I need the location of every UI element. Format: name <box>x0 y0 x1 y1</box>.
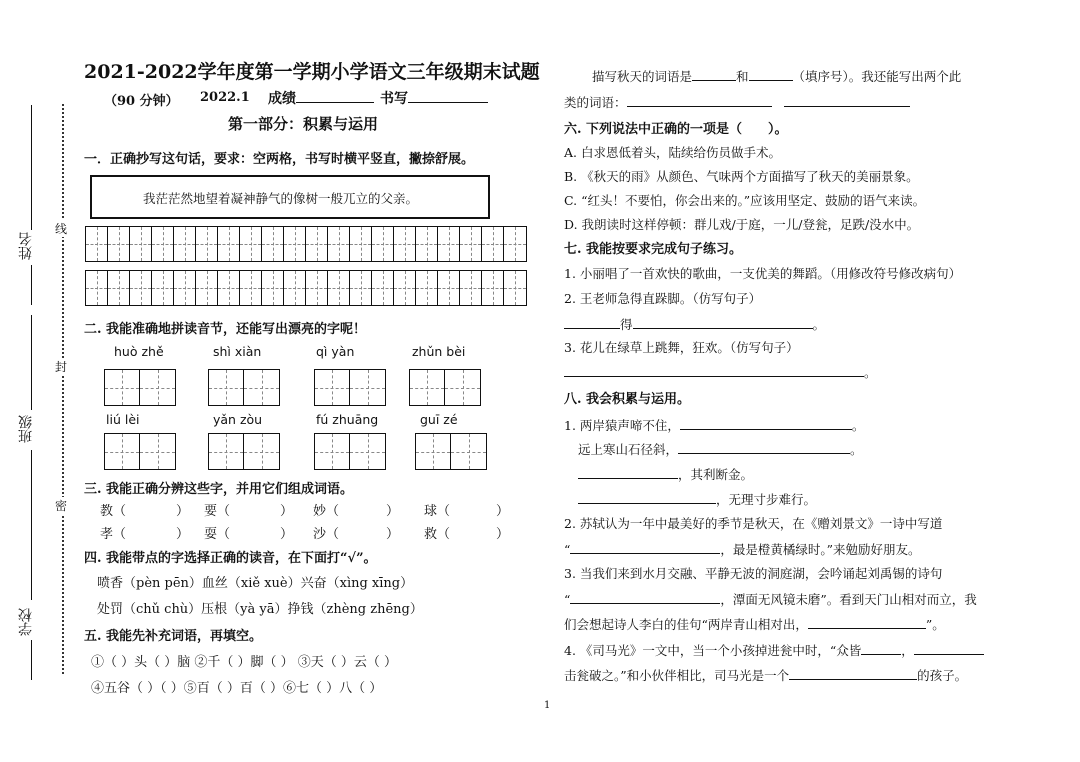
q6-option-b[interactable]: B. 《秋天的雨》从颜色、气味两个方面描写了秋天的美丽景象。 <box>564 169 919 184</box>
q4-row1: 喷香（pèn pēn）血丝（xiě xuè）兴奋（xìng xīng） <box>97 576 414 591</box>
q1-title: 一．正确抄写这句话，要求：空两格，书写时横平竖直，撇捺舒展。 <box>84 152 475 167</box>
pinyin-6: fú zhuāng <box>316 412 379 427</box>
q6-option-c[interactable]: C. “红头！不要怕，你会出来的。”应该用坚定、鼓励的语气来读。 <box>564 193 926 208</box>
writing-cell[interactable] <box>504 227 526 261</box>
q8-p2-line[interactable]: 远上寒山石径斜， 。 <box>578 439 863 458</box>
q3-row2-4: 沙（ <box>313 527 340 542</box>
pinyin-5: yǎn zòu <box>213 412 263 427</box>
school-label: 学校 <box>18 608 34 636</box>
writing-cell[interactable] <box>460 227 482 261</box>
q8-p4-line[interactable] <box>578 489 816 508</box>
q5-title: 五. 我能先补充词语，再填空。 <box>84 629 263 644</box>
q6-option-d[interactable]: D. 我朗读时这样停顿：群儿戏/于庭，一儿/登瓮，足跌/没水中。 <box>564 217 920 232</box>
writing-cell[interactable] <box>86 227 108 261</box>
q4-row2: 处罚（chǔ chù）压根（yà yā）挣钱（zhèng zhēng） <box>97 602 423 617</box>
writing-cell[interactable] <box>218 227 240 261</box>
q8-p5: 2. 苏轼认为一年中最美好的季节是秋天，在《赠刘景文》一诗中写道 <box>564 516 943 531</box>
writing-cell[interactable] <box>108 227 130 261</box>
q7-s1: 1. 小丽唱了一首欢快的歌曲，一支优美的舞蹈。（用修改符号修改病句） <box>564 266 962 281</box>
writing-cell[interactable] <box>306 271 328 305</box>
writing-cell[interactable] <box>372 227 394 261</box>
q8-p10: 4. 《司马光》一文中，当一个小孩掉进瓮中时，“众皆 <box>564 643 862 658</box>
q4-title: 四. 我能带点的字选择正确的读音，在下面打“√”。 <box>84 551 377 566</box>
q5-row1: ①（ ）头（ ）脑 ②千（ ）脚（ ） ③天（ ）云（ ） <box>91 655 398 670</box>
writing-cell[interactable] <box>394 227 416 261</box>
writing-cell[interactable] <box>438 271 460 305</box>
q8-p9-line[interactable]: 们会想起诗人李白的佳句“两岸青山相对出， ”。 <box>564 614 945 633</box>
writing-cell[interactable] <box>108 271 130 305</box>
q7-s3-answer[interactable]: 。 <box>564 362 877 381</box>
writing-cell[interactable] <box>196 227 218 261</box>
q2-title: 二. 我能准确地拼读音节，还能写出漂亮的字呢！ <box>84 322 367 337</box>
pinyin-box-7[interactable] <box>415 433 487 470</box>
writing-cell[interactable] <box>240 227 262 261</box>
exam-date: 2022.1 <box>200 90 250 105</box>
q7-s2: 2. 王老师急得直跺脚。（仿写句子） <box>564 291 762 306</box>
q8-p3-line[interactable] <box>578 464 753 483</box>
writing-cell[interactable] <box>350 271 372 305</box>
pinyin-box-1[interactable] <box>208 369 280 406</box>
q3-row2-1: ） <box>176 527 190 542</box>
writing-cell[interactable] <box>504 271 526 305</box>
writing-cell[interactable] <box>416 227 438 261</box>
q3-row1-4: 妙（ <box>313 504 340 519</box>
q8-p4: ，无理寸步难行。 <box>716 492 817 507</box>
cont-line2 <box>564 92 910 111</box>
pinyin-3: zhǔn bèi <box>412 344 466 359</box>
q3-row1-2: 要（ <box>204 504 231 519</box>
q3-title: 三. 我能正确分辨这些字，并用它们组成词语。 <box>84 482 354 497</box>
cont-line1 <box>592 66 961 85</box>
writing-grid-row-1[interactable] <box>85 226 527 262</box>
pinyin-box-0[interactable] <box>104 369 176 406</box>
q3-row1-7: ） <box>496 504 510 519</box>
q8-p8: ，潭面无风镜未磨”。看到天门山相对而立，我 <box>720 592 977 607</box>
writing-cell[interactable] <box>394 271 416 305</box>
q5-row2: ④五谷（ ）（ ）⑤百（ ）百（ ）⑥七（ ）八（ ） <box>91 681 383 696</box>
page-number: 1 <box>544 700 551 711</box>
writing-cell[interactable] <box>372 271 394 305</box>
q7-s2b: 得 <box>620 317 633 332</box>
writing-cell[interactable] <box>482 271 504 305</box>
writing-cell[interactable] <box>86 271 108 305</box>
cont2-blank2[interactable] <box>784 92 910 107</box>
score-label: 成绩 <box>268 91 296 107</box>
writing-cell[interactable] <box>174 227 196 261</box>
writing-cell[interactable] <box>130 271 152 305</box>
q3-row2-7: ） <box>496 527 510 542</box>
q8-p9: 们会想起诗人李白的佳句“两岸青山相对出， <box>564 617 808 632</box>
cont2: 类的词语： <box>564 95 627 110</box>
q8-p1-line[interactable]: 1. 两岸猿声啼不住， 。 <box>564 415 864 434</box>
writing-cell[interactable] <box>240 271 262 305</box>
q3-row2-3: ） <box>280 527 294 542</box>
q3-row1-1: ） <box>176 504 190 519</box>
q8-p2: 远上寒山石径斜， <box>578 442 679 457</box>
writing-cell[interactable] <box>130 227 152 261</box>
q8-p11b: 的孩子。 <box>917 668 968 683</box>
writing-cell[interactable] <box>284 271 306 305</box>
writing-cell[interactable] <box>460 271 482 305</box>
writing-cell[interactable] <box>196 271 218 305</box>
q8-p6-line[interactable]: “ ，最是橙黄橘绿时。”来勉励好朋友。 <box>564 539 921 558</box>
q8-p1: 1. 两岸猿声啼不住， <box>564 418 680 433</box>
q8-title: 八. 我会积累与运用。 <box>564 392 691 407</box>
pinyin-4: liú lèi <box>106 412 140 427</box>
q7-s3: 3. 花儿在绿草上跳舞，狂欢。（仿写句子） <box>564 340 799 355</box>
exam-duration: （90 分钟） <box>104 94 179 109</box>
pinyin-2: qì yàn <box>316 344 355 359</box>
q3-row1-5: ） <box>386 504 400 519</box>
pinyin-0: huò zhě <box>114 344 164 359</box>
q3-row2-2: 耍（ <box>204 527 231 542</box>
writing-cell[interactable] <box>152 271 174 305</box>
q8-p7: 3. 当我们来到水月交融、平静无波的洞庭湖，会吟诵起刘禹锡的诗句 <box>564 566 943 581</box>
cont1b: 和 <box>736 69 749 84</box>
pinyin-1: shì xiàn <box>213 344 262 359</box>
score-field[interactable] <box>268 88 374 108</box>
writing-cell[interactable] <box>218 271 240 305</box>
pinyin-box-4[interactable] <box>104 433 176 470</box>
q8-p11: 击瓮破之。”和小伙伴相比，司马光是一个 <box>564 668 790 683</box>
q7-s2-answer[interactable]: 得 。 <box>564 314 825 333</box>
exam-title: 2021-2022学年度第一学期小学语文三年级期末试题 <box>84 61 540 83</box>
writing-cell[interactable] <box>438 227 460 261</box>
writing-cell[interactable] <box>174 271 196 305</box>
pinyin-box-5[interactable] <box>208 433 280 470</box>
class-label: 班级 <box>18 415 34 443</box>
cont1c: （填序号）。我还能写出两个此 <box>792 69 962 84</box>
name-label: 姓名 <box>18 232 34 260</box>
cont1a: 描写秋天的词语是 <box>592 69 693 84</box>
q8-p8-line[interactable]: “ ，潭面无风镜未磨”。看到天门山相对而立，我 <box>564 589 977 608</box>
q8-p10-line[interactable]: 4. 《司马光》一文中，当一个小孩掉进瓮中时，“众皆 ， <box>564 640 984 659</box>
q3-row1-6: 球（ <box>424 504 451 519</box>
writing-cell[interactable] <box>152 227 174 261</box>
feng-mark: 封 <box>55 360 68 374</box>
xian-mark: 线 <box>55 222 68 236</box>
writing-cell[interactable] <box>262 271 284 305</box>
q3-row1-0: 教（ <box>100 504 127 519</box>
writing-cell[interactable] <box>328 271 350 305</box>
q3-row2-0: 孝（ <box>100 527 127 542</box>
writing-cell[interactable] <box>416 271 438 305</box>
cont1-blank1[interactable] <box>692 66 736 81</box>
pinyin-box-3[interactable] <box>409 369 481 406</box>
q8-p11-line[interactable] <box>564 665 967 684</box>
writing-cell[interactable] <box>284 227 306 261</box>
writing-field[interactable] <box>380 88 488 108</box>
q6-option-a[interactable]: A. 白求恩低着头，陆续给伤员做手术。 <box>564 145 781 160</box>
cont2-blank1[interactable] <box>627 92 772 107</box>
q8-p6: ，最是橙黄橘绿时。”来勉励好朋友。 <box>720 542 921 557</box>
cont1-blank2[interactable] <box>749 66 793 81</box>
writing-cell[interactable] <box>482 227 504 261</box>
part1-title: 第一部分：积累与运用 <box>228 115 379 133</box>
writing-label: 书写 <box>380 91 408 107</box>
pinyin-box-2[interactable] <box>314 369 386 406</box>
writing-grid-row-2[interactable] <box>85 270 527 306</box>
pinyin-box-6[interactable] <box>314 433 386 470</box>
q3-row2-6: 救（ <box>424 527 451 542</box>
writing-cell[interactable] <box>350 227 372 261</box>
q3-row2-5: ） <box>386 527 400 542</box>
mi-mark: 密 <box>55 499 68 513</box>
q6-title: 六. 下列说法中正确的一项是（ ）。 <box>564 122 788 137</box>
binding-dotted-line <box>62 104 64 674</box>
writing-cell[interactable] <box>328 227 350 261</box>
q1-sentence: 我茫茫然地望着凝神静气的像树一般兀立的父亲。 <box>143 191 419 206</box>
writing-cell[interactable] <box>262 227 284 261</box>
q3-row1-3: ） <box>280 504 294 519</box>
writing-cell[interactable] <box>306 227 328 261</box>
q8-p3: ，其利断金。 <box>678 467 754 482</box>
pinyin-7: guī zé <box>420 412 458 427</box>
q7-title: 七. 我能按要求完成句子练习。 <box>564 242 743 257</box>
